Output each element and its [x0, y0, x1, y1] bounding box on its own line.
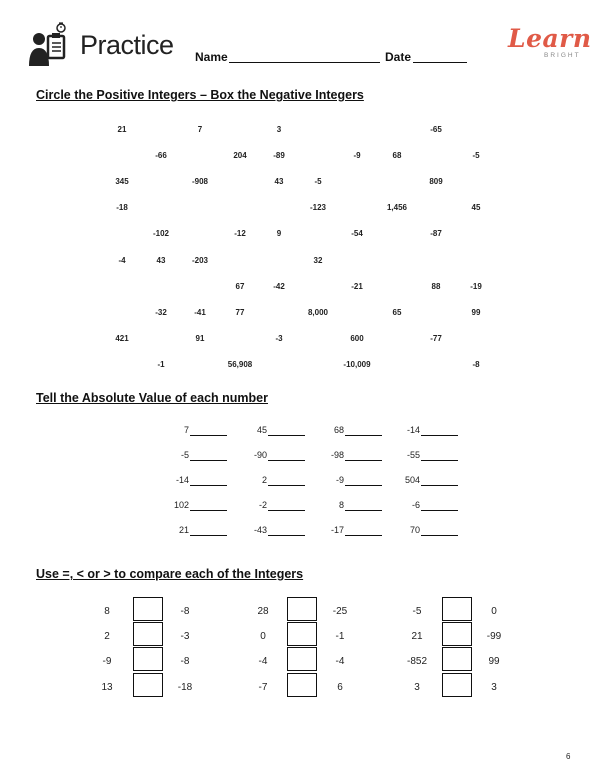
- av-number: -90: [253, 450, 267, 460]
- compare-left-number: 2: [104, 631, 110, 642]
- integer-item: 3: [276, 125, 282, 134]
- integer-item: -5: [314, 177, 322, 186]
- answer-blank[interactable]: [190, 500, 227, 511]
- compare-right-number: 6: [337, 682, 343, 693]
- av-number: -43: [253, 525, 267, 535]
- av-number: 21: [178, 525, 189, 535]
- section-heading-compare: Use =, < or > to compare each of the Integers: [36, 567, 304, 581]
- compare-answer-box[interactable]: [287, 597, 317, 621]
- integer-item: 345: [115, 177, 129, 186]
- compare-right-number: 3: [491, 682, 497, 693]
- answer-blank[interactable]: [190, 425, 227, 436]
- integer-item: -19: [470, 282, 482, 291]
- integer-item: 88: [431, 282, 441, 291]
- compare-answer-box[interactable]: [133, 673, 163, 697]
- integer-item: -54: [351, 229, 363, 238]
- integer-item: -203: [191, 256, 209, 265]
- integer-item: -65: [430, 125, 442, 134]
- av-number: 504: [404, 475, 420, 485]
- integer-item: -123: [309, 203, 327, 212]
- integer-item: 68: [392, 151, 402, 160]
- integer-item: -8: [472, 360, 480, 369]
- compare-left-number: 13: [101, 682, 113, 693]
- answer-blank[interactable]: [345, 425, 382, 436]
- answer-blank[interactable]: [190, 475, 227, 486]
- learn-bright-logo: Learn: [508, 24, 592, 53]
- compare-right-number: 99: [488, 656, 500, 667]
- compare-left-number: 0: [260, 631, 266, 642]
- integer-item: -10,009: [343, 360, 371, 369]
- integer-item: -3: [275, 334, 283, 343]
- answer-blank[interactable]: [190, 450, 227, 461]
- integer-item: -89: [273, 151, 285, 160]
- compare-answer-box[interactable]: [133, 597, 163, 621]
- answer-blank[interactable]: [421, 525, 458, 536]
- av-number: 8: [338, 500, 344, 510]
- compare-right-number: -8: [180, 656, 190, 667]
- integer-item: 67: [235, 282, 245, 291]
- compare-answer-box[interactable]: [287, 673, 317, 697]
- compare-left-number: 21: [411, 631, 423, 642]
- compare-left-number: 28: [257, 606, 269, 617]
- integer-item: -41: [194, 308, 206, 317]
- date-field[interactable]: [413, 50, 467, 63]
- integer-item: -102: [152, 229, 170, 238]
- date-label: Date: [385, 50, 412, 64]
- compare-right-number: -8: [180, 606, 190, 617]
- compare-left-number: -4: [258, 656, 268, 667]
- integer-item: 421: [115, 334, 129, 343]
- answer-blank[interactable]: [268, 500, 305, 511]
- av-number: -17: [330, 525, 344, 535]
- answer-blank[interactable]: [190, 525, 227, 536]
- av-number: -6: [411, 500, 420, 510]
- av-number: -14: [406, 425, 420, 435]
- logo-subtext: BRIGHT: [544, 52, 581, 59]
- integer-item: 43: [274, 177, 284, 186]
- integer-item: 21: [117, 125, 127, 134]
- integer-item: 9: [276, 229, 282, 238]
- compare-left-number: 3: [414, 682, 420, 693]
- av-number: 7: [183, 425, 189, 435]
- integer-item: 809: [429, 177, 443, 186]
- answer-blank[interactable]: [345, 450, 382, 461]
- av-number: -9: [335, 475, 344, 485]
- page-number: 6: [566, 752, 571, 761]
- integer-item: -5: [472, 151, 480, 160]
- answer-blank[interactable]: [345, 525, 382, 536]
- integer-item: 56,908: [227, 360, 253, 369]
- integer-item: -12: [234, 229, 246, 238]
- answer-blank[interactable]: [421, 500, 458, 511]
- integer-item: 32: [313, 256, 323, 265]
- compare-left-number: -852: [406, 656, 427, 667]
- compare-answer-box[interactable]: [442, 597, 472, 621]
- av-number: -55: [406, 450, 420, 460]
- integer-item: 600: [350, 334, 364, 343]
- integer-item: -908: [191, 177, 209, 186]
- answer-blank[interactable]: [421, 425, 458, 436]
- integer-item: 204: [233, 151, 247, 160]
- integer-item: -21: [351, 282, 363, 291]
- section-heading-absolute-value: Tell the Absolute Value of each number: [36, 391, 268, 405]
- answer-blank[interactable]: [268, 525, 305, 536]
- integer-item: -9: [353, 151, 361, 160]
- practice-icon: [28, 22, 72, 68]
- answer-blank[interactable]: [421, 475, 458, 486]
- compare-right-number: -25: [332, 606, 348, 617]
- answer-blank[interactable]: [268, 450, 305, 461]
- integer-item: 7: [197, 125, 203, 134]
- answer-blank[interactable]: [268, 425, 305, 436]
- name-label: Name: [195, 50, 228, 64]
- av-number: -2: [258, 500, 267, 510]
- integer-item: -32: [155, 308, 167, 317]
- answer-blank[interactable]: [421, 450, 458, 461]
- compare-left-number: -5: [412, 606, 422, 617]
- av-number: 2: [261, 475, 267, 485]
- integer-item: -87: [430, 229, 442, 238]
- integer-item: 43: [156, 256, 166, 265]
- compare-answer-box[interactable]: [287, 622, 317, 646]
- compare-answer-box[interactable]: [287, 647, 317, 671]
- compare-answer-box[interactable]: [442, 647, 472, 671]
- av-number: 68: [333, 425, 344, 435]
- av-number: -14: [175, 475, 189, 485]
- compare-right-number: -99: [486, 631, 502, 642]
- integer-item: -42: [273, 282, 285, 291]
- answer-blank[interactable]: [345, 475, 382, 486]
- integer-item: -4: [118, 256, 126, 265]
- integer-item: 1,456: [386, 203, 408, 212]
- compare-left-number: -7: [258, 682, 268, 693]
- compare-answer-box[interactable]: [442, 622, 472, 646]
- integer-item: 91: [195, 334, 205, 343]
- av-number: -5: [180, 450, 189, 460]
- compare-answer-box[interactable]: [133, 647, 163, 671]
- compare-left-number: -9: [102, 656, 112, 667]
- integer-item: -66: [155, 151, 167, 160]
- integer-item: 99: [471, 308, 481, 317]
- compare-right-number: -3: [180, 631, 190, 642]
- compare-left-number: 8: [104, 606, 110, 617]
- compare-answer-box[interactable]: [442, 673, 472, 697]
- compare-right-number: -18: [177, 682, 193, 693]
- section-heading-circle-box: Circle the Positive Integers – Box the Negative Integers: [36, 88, 364, 102]
- compare-right-number: -4: [335, 656, 345, 667]
- av-number: 70: [409, 525, 420, 535]
- integer-item: 8,000: [307, 308, 329, 317]
- integer-item: -77: [430, 334, 442, 343]
- answer-blank[interactable]: [345, 500, 382, 511]
- av-number: 102: [173, 500, 189, 510]
- integer-item: 77: [235, 308, 245, 317]
- av-number: -98: [330, 450, 344, 460]
- integer-item: -1: [157, 360, 165, 369]
- integer-item: -18: [116, 203, 128, 212]
- answer-blank[interactable]: [268, 475, 305, 486]
- integer-item: 45: [471, 203, 481, 212]
- av-number: 45: [256, 425, 267, 435]
- compare-answer-box[interactable]: [133, 622, 163, 646]
- integer-item: 65: [392, 308, 402, 317]
- name-field[interactable]: [229, 50, 380, 63]
- compare-right-number: 0: [491, 606, 497, 617]
- page-title: Practice: [80, 30, 174, 60]
- compare-right-number: -1: [335, 631, 345, 642]
